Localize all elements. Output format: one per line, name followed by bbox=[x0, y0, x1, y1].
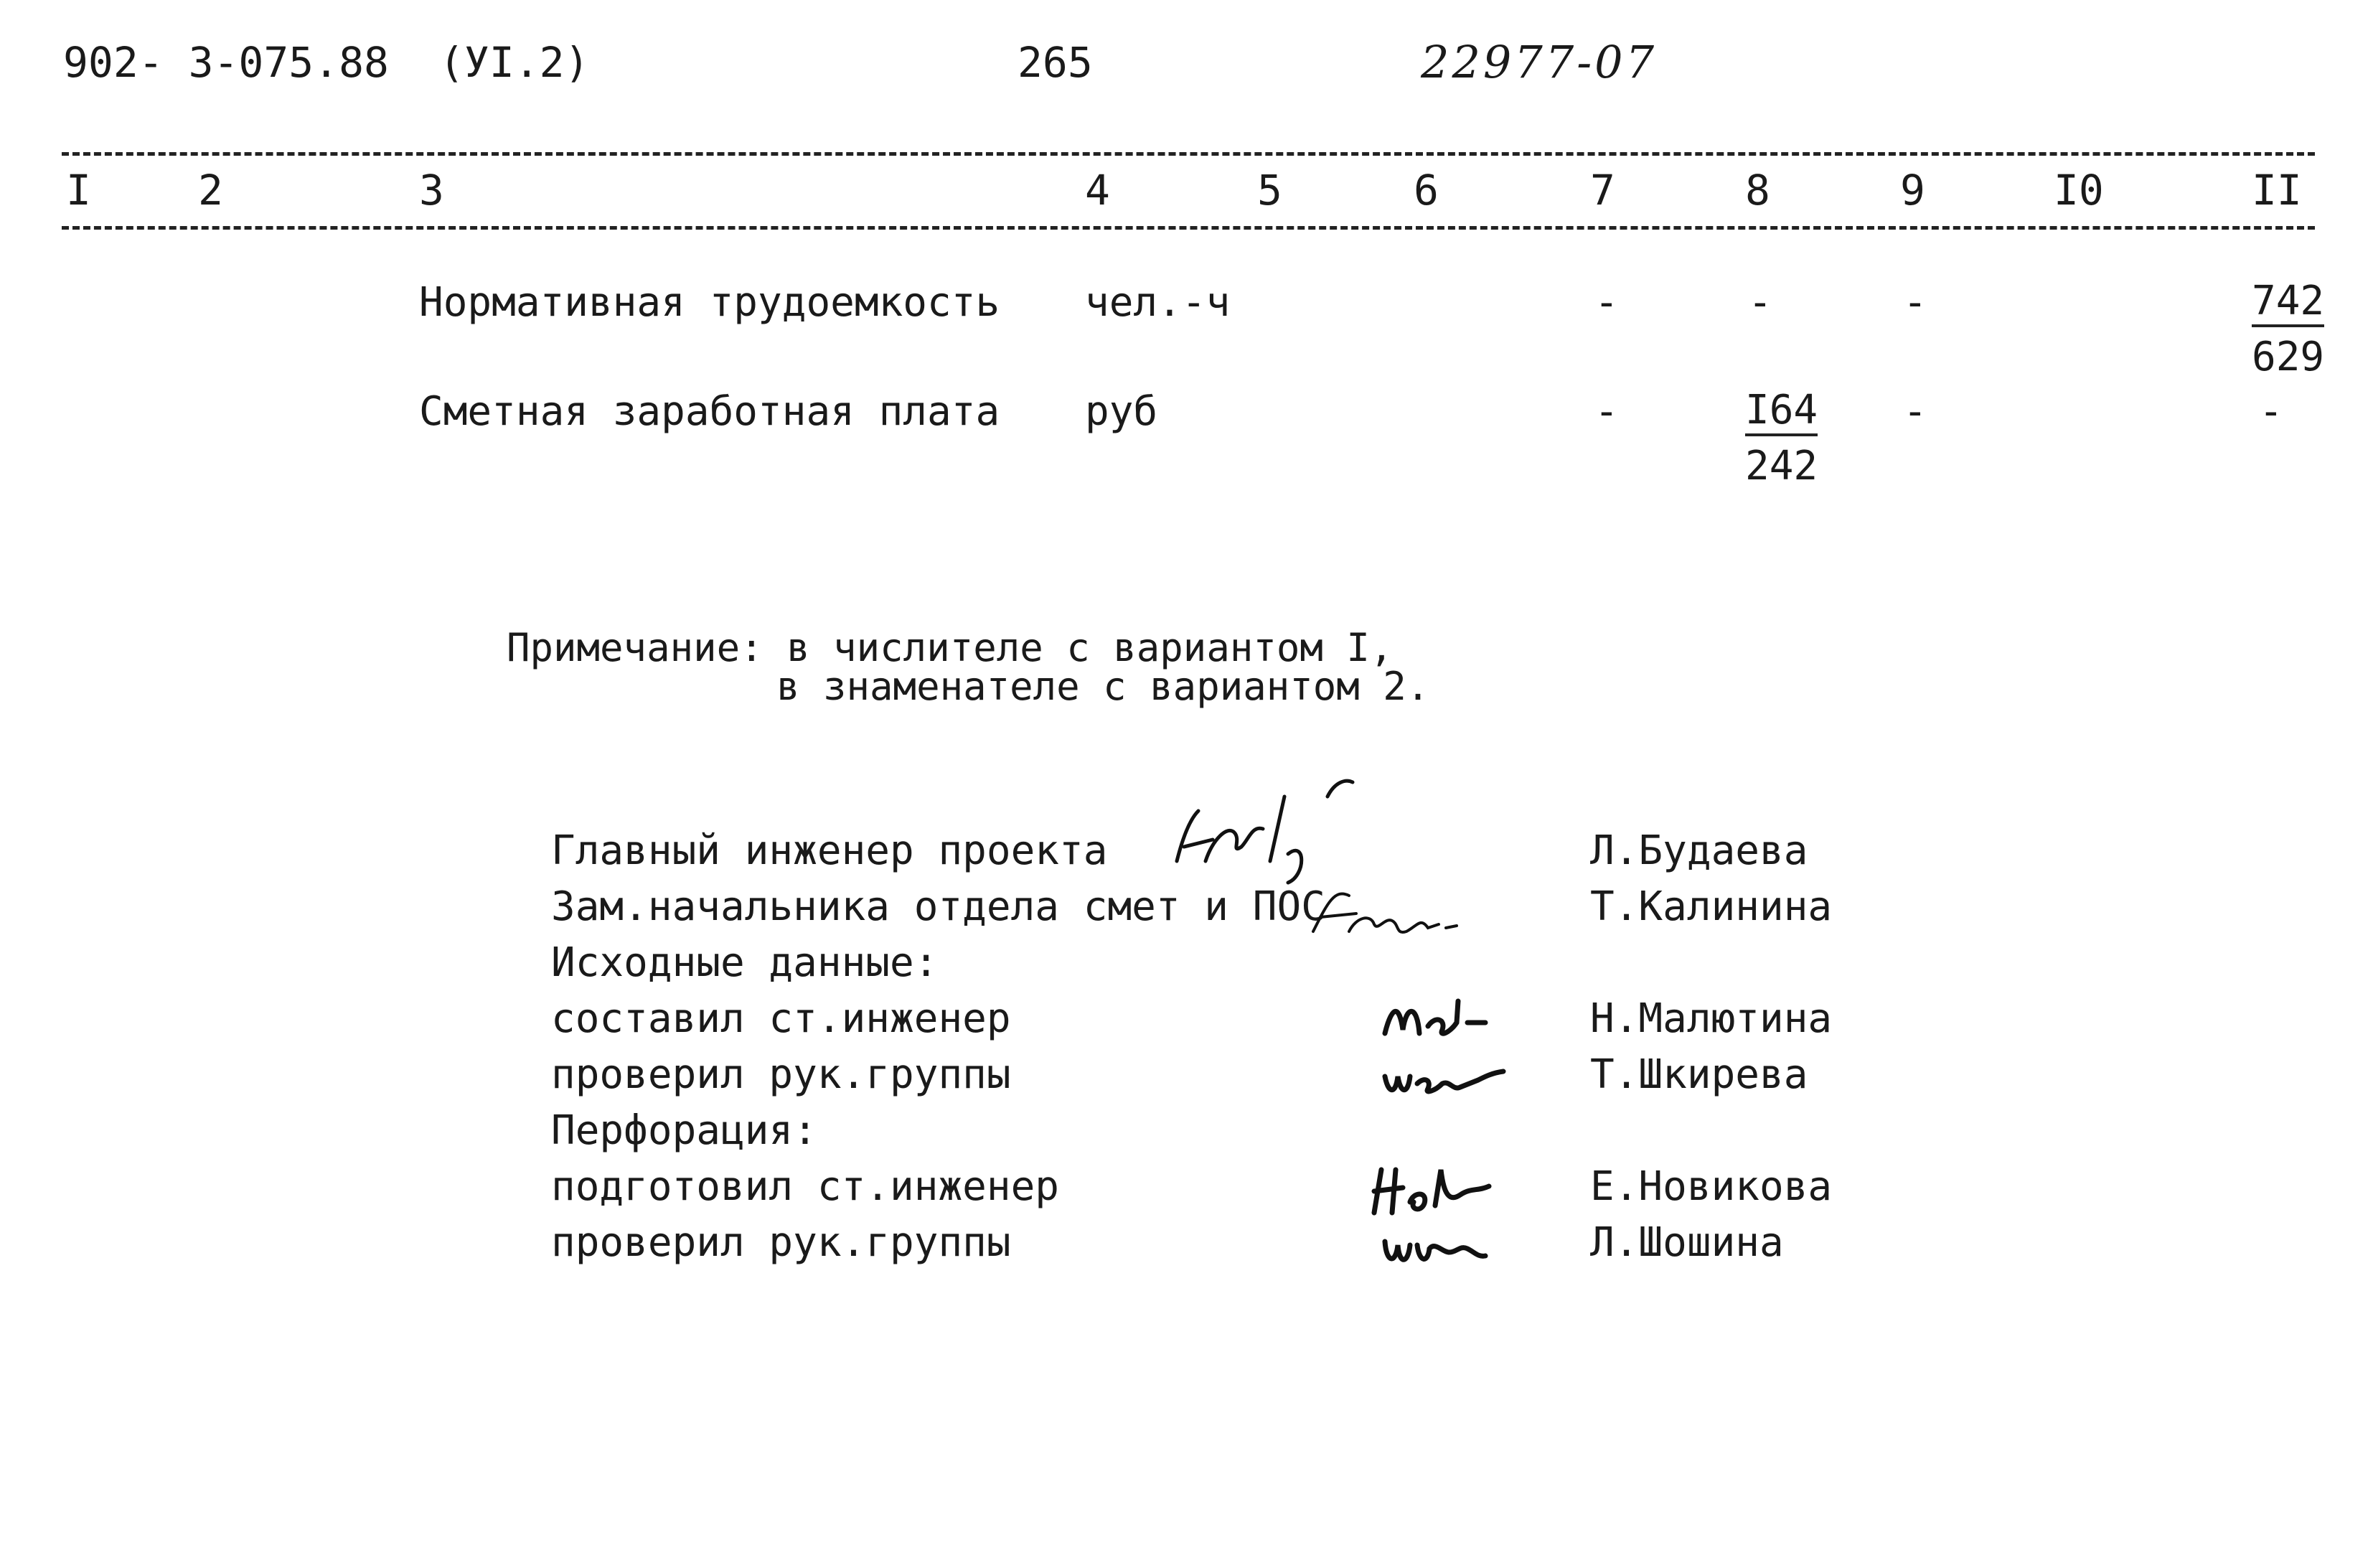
signature-role: Главный инженер проекта bbox=[551, 827, 1108, 874]
signature-name: Т.Шкирева bbox=[1590, 1051, 1808, 1098]
cell-col11-numerator: 742 bbox=[2252, 281, 2324, 327]
column-header: 3 bbox=[419, 166, 444, 215]
signature-role: подготовил ст.инженер bbox=[551, 1163, 1060, 1210]
row-name: Сметная заработная плата bbox=[419, 388, 1000, 435]
page-number: 265 bbox=[1018, 38, 1093, 87]
column-header: 6 bbox=[1414, 166, 1439, 215]
column-header: I bbox=[66, 166, 91, 215]
note-line-1: Примечание: в числителе с вариантом I, bbox=[507, 625, 1394, 670]
column-header: I0 bbox=[2054, 166, 2104, 215]
cell-col9: - bbox=[1903, 279, 1927, 326]
signature-name: Л.Будаева bbox=[1590, 827, 1808, 874]
cell-col8-numerator: I64 bbox=[1745, 390, 1818, 436]
cell-col8-denominator: 242 bbox=[1745, 443, 1818, 489]
shkireva-signature bbox=[1378, 1044, 1521, 1109]
signature-section-heading: Исходные данные: bbox=[551, 939, 939, 986]
cell-col11: - bbox=[2259, 388, 2283, 435]
column-header: 9 bbox=[1900, 166, 1925, 215]
cell-col11-denominator: 629 bbox=[2252, 334, 2325, 380]
column-header: II bbox=[2252, 166, 2302, 215]
signature-role: проверил рук.группы bbox=[551, 1051, 1011, 1098]
column-header: 2 bbox=[198, 166, 223, 215]
column-header: 5 bbox=[1257, 166, 1282, 215]
archive-stamp-number: 22977-07 bbox=[1421, 36, 1658, 88]
shoshina-signature bbox=[1378, 1213, 1521, 1277]
section-code: (УI.2) bbox=[439, 38, 590, 87]
table-header-rule bbox=[62, 226, 2315, 230]
signature-name: Л.Шошина bbox=[1590, 1219, 1784, 1266]
row-name: Нормативная трудоемкость bbox=[419, 279, 1000, 326]
signature-role: проверил рук.группы bbox=[551, 1219, 1011, 1266]
kalinina-signature bbox=[1306, 874, 1464, 946]
cell-col7: - bbox=[1594, 279, 1619, 326]
budaeva-signature bbox=[1162, 768, 1406, 890]
table-top-rule bbox=[62, 152, 2315, 156]
cell-col9: - bbox=[1903, 388, 1927, 435]
signature-name: Т.Калинина bbox=[1590, 883, 1833, 930]
cell-col7: - bbox=[1594, 388, 1619, 435]
cell-col8: - bbox=[1748, 279, 1772, 326]
signature-name: Е.Новикова bbox=[1590, 1163, 1833, 1210]
note-line-2: в знаменателе с вариантом 2. bbox=[776, 664, 1430, 709]
column-header: 4 bbox=[1085, 166, 1110, 215]
row-unit: чел.-ч bbox=[1085, 279, 1231, 326]
column-header: 7 bbox=[1590, 166, 1615, 215]
row-unit: руб bbox=[1085, 388, 1158, 435]
document-code: 902- 3-075.88 bbox=[63, 38, 389, 87]
signature-role: Зам.начальника отдела смет и ПОС bbox=[551, 883, 1325, 930]
signature-role: составил ст.инженер bbox=[551, 995, 1011, 1042]
malyutina-signature bbox=[1378, 983, 1521, 1048]
column-header: 8 bbox=[1745, 166, 1770, 215]
signature-section-heading: Перфорация: bbox=[551, 1107, 817, 1154]
signature-name: Н.Малютина bbox=[1590, 995, 1833, 1042]
